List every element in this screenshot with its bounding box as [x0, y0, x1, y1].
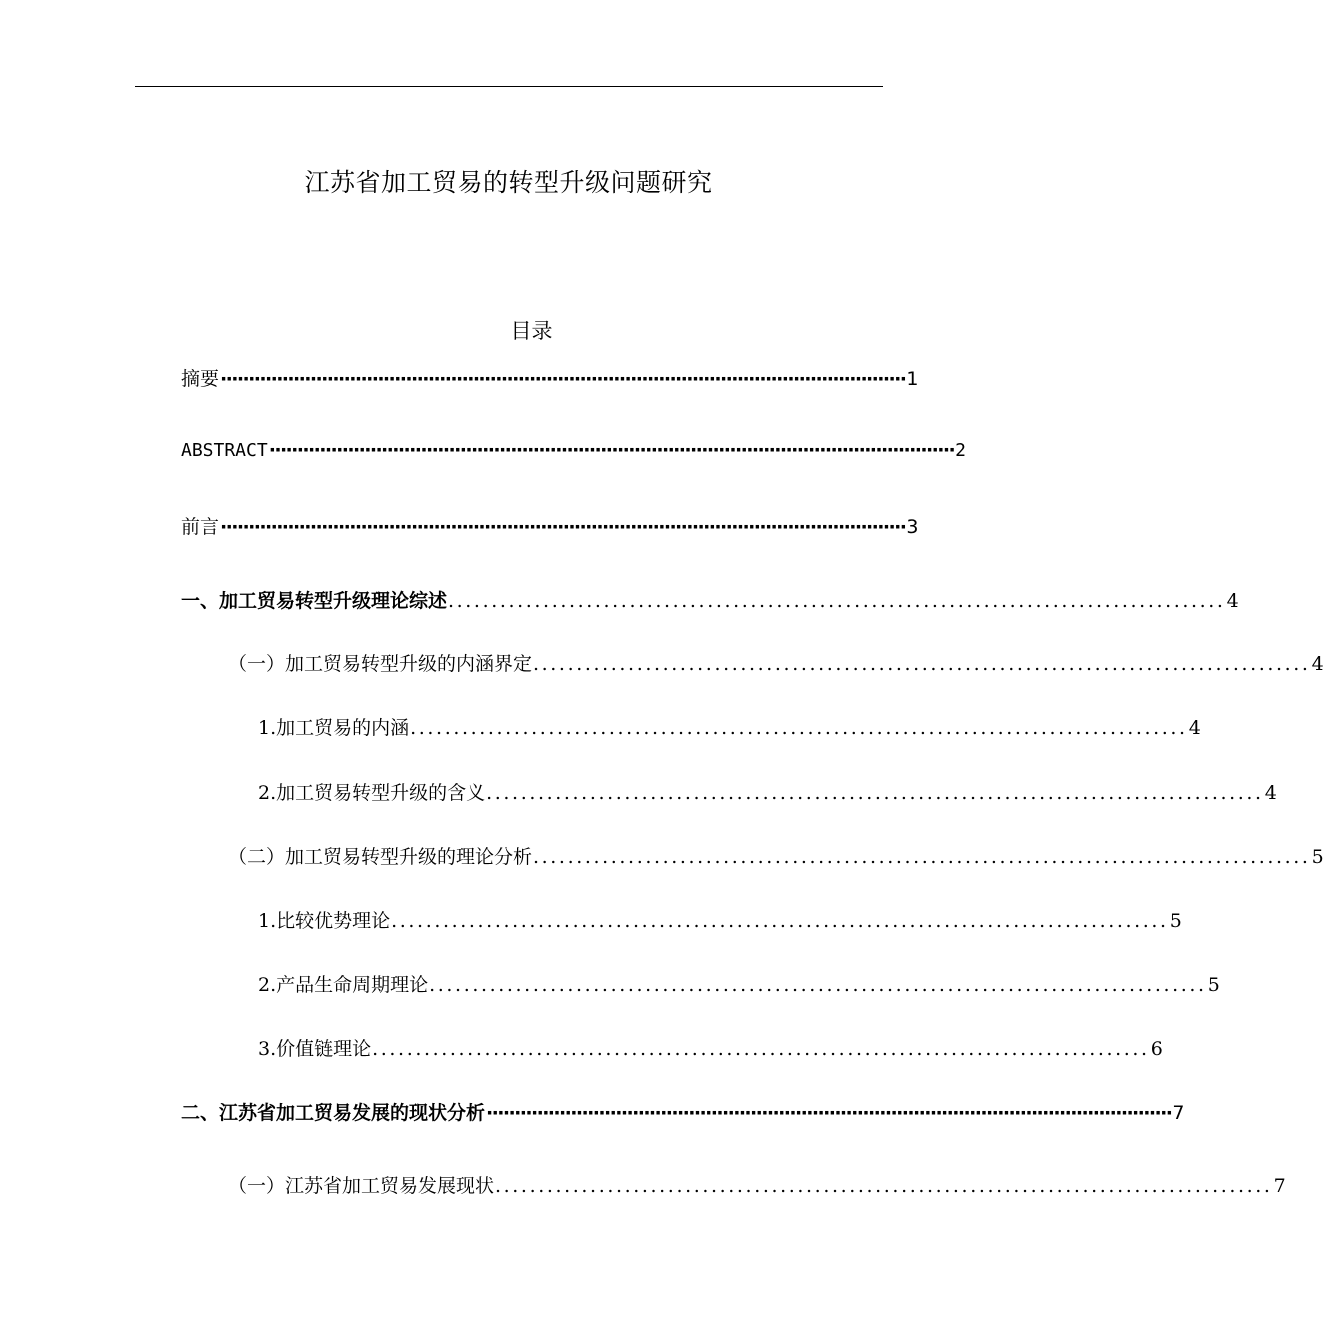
- toc-leader: ..........................................................................................: [372, 1038, 1150, 1060]
- toc-entry-label: （一）江苏省加工贸易发展现状: [228, 1175, 495, 1197]
- toc-entry-label: 二、江苏省加工贸易发展的现状分析: [181, 1102, 486, 1124]
- toc-entry-label: 2.产品生命周期理论: [258, 974, 429, 996]
- toc-entry-page: 7: [1172, 1102, 1185, 1124]
- toc-entry-page: 4: [1188, 717, 1201, 739]
- toc-entry-label: （一）加工贸易转型升级的内涵界定: [228, 653, 533, 675]
- toc-entry-page: 4: [1264, 782, 1277, 804]
- toc-entry-label: 摘要: [181, 368, 220, 390]
- toc-heading: 目录: [510, 319, 553, 343]
- toc-entry-label: 3.价值链理论: [258, 1038, 372, 1060]
- toc-leader: ··························································································································: [220, 516, 906, 538]
- toc-entry-section-1-2[interactable]: [228, 845, 1324, 869]
- toc-leader: ..........................................................................................: [533, 846, 1311, 868]
- document-title: 江苏省加工贸易的转型升级问题研究: [304, 168, 713, 197]
- toc-leader: ..........................................................................................: [533, 653, 1311, 675]
- toc-entry-section-2-1[interactable]: [228, 1174, 1286, 1198]
- toc-entry-page: 5: [1169, 910, 1182, 932]
- toc-entry-section-1-1[interactable]: [228, 652, 1324, 676]
- toc-entry-page: 5: [1207, 974, 1220, 996]
- toc-entry-label: ABSTRACT: [181, 440, 268, 461]
- toc-entry-label: 前言: [181, 516, 220, 538]
- toc-leader: ··························································································································: [486, 1102, 1172, 1124]
- toc-entry-page: 4: [1311, 653, 1324, 675]
- toc-entry-1-2-2[interactable]: [258, 973, 1220, 997]
- toc-entry-abstract-cn[interactable]: [181, 367, 919, 391]
- toc-entry-1-1-1[interactable]: [258, 716, 1201, 740]
- toc-leader: ..........................................................................................: [410, 717, 1188, 739]
- toc-entry-label: 1.加工贸易的内涵: [258, 717, 410, 739]
- toc-entry-preface[interactable]: [181, 515, 919, 539]
- toc-entry-label: 一、加工贸易转型升级理论综述: [181, 590, 448, 612]
- toc-entry-chapter-2[interactable]: [181, 1101, 1185, 1125]
- toc-leader: ··························································································································: [268, 439, 955, 461]
- toc-entry-page: 2: [955, 440, 966, 461]
- toc-entry-1-2-3[interactable]: [258, 1037, 1163, 1061]
- toc-entry-page: 6: [1150, 1038, 1163, 1060]
- toc-entry-abstract-en[interactable]: [181, 438, 966, 463]
- toc-leader: ..........................................................................................: [448, 590, 1226, 612]
- toc-entry-page: 1: [906, 368, 919, 390]
- header-rule: [135, 86, 883, 87]
- toc-entry-1-2-1[interactable]: [258, 909, 1182, 933]
- toc-entry-page: 4: [1226, 590, 1239, 612]
- toc-leader: ..........................................................................................: [391, 910, 1169, 932]
- toc-entry-label: （二）加工贸易转型升级的理论分析: [228, 846, 533, 868]
- toc-entry-label: 2.加工贸易转型升级的含义: [258, 782, 486, 804]
- toc-entry-chapter-1[interactable]: [181, 589, 1239, 613]
- toc-entry-page: 7: [1273, 1175, 1286, 1197]
- toc-leader: ..........................................................................................: [495, 1175, 1273, 1197]
- toc-entry-label: 1.比较优势理论: [258, 910, 391, 932]
- toc-leader: ··························································································································: [220, 368, 906, 390]
- toc-entry-page: 3: [906, 516, 919, 538]
- toc-leader: ..........................................................................................: [429, 974, 1207, 996]
- toc-entry-1-1-2[interactable]: [258, 781, 1277, 805]
- toc-leader: ..........................................................................................: [486, 782, 1264, 804]
- toc-entry-page: 5: [1311, 846, 1324, 868]
